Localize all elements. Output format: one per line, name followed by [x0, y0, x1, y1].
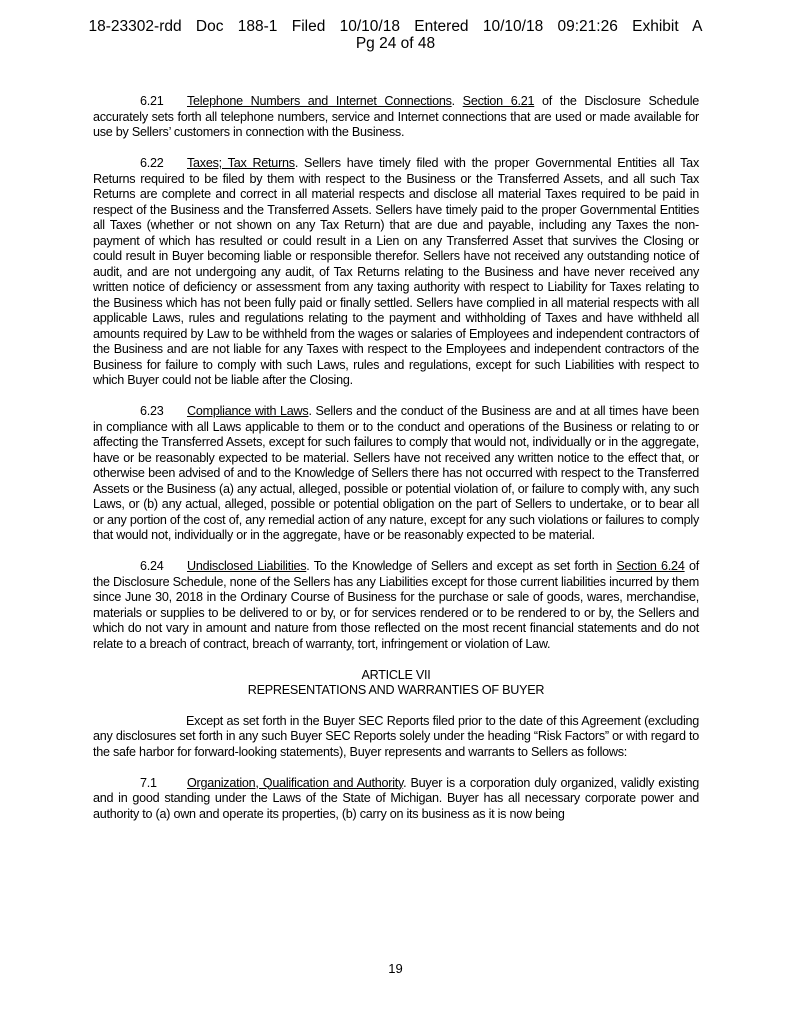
section-number: 7.1 [140, 775, 157, 790]
article-heading: ARTICLE VII [361, 667, 431, 682]
section-title: Telephone Numbers and Internet Connections [187, 94, 452, 108]
section-number: 6.22 [140, 156, 164, 170]
document-body [93, 94, 699, 838]
section-7-1: 7.1 Organization, Qualification and Authority. Buyer is a corporation duly organized, validly existing and in good standing under the Laws of the State of Michigan. Buyer has all necessary corporate power and authority to (a) own and operate its properties, (b) carry on its business as it is now being [93, 775, 699, 821]
section-number: 6.24 [140, 559, 164, 573]
section-6-21: 6.21 Telephone Numbers and Internet Connections. Section 6.21 of the Disclosure Schedule accurately sets forth all telephone numbers, service and Internet connections that are used or made available for use by Sellers’ customers in connection with the Business. [93, 94, 699, 139]
intro-text: Except as set forth in the Buyer SEC Reports filed prior to the date of this Agreement (excluding any disclosures set forth in any such Buyer SEC Reports solely under the heading “Risk Factors” or with regard to the safe harbor for forward-looking statements), Buyer represents and warrants to Sellers as follows: [93, 713, 699, 759]
filing-header-line1: 18-23302-rdd Doc 188-1 Filed 10/10/18 Entered 10/10/18 09:21:26 Exhibit A [88, 18, 703, 35]
section-6-24: 6.24 Undisclosed Liabilities. To the Knowledge of Sellers and except as set forth in Section 6.24 of the Disclosure Schedule, none of the Sellers has any Liabilities except for those current liabilities incurred by them since June 30, 2018 in the Ordinary Course of Business for the purchase or sale of goods, wares, merchandise, materials or supplies to be delivered to or by, or for services rendered or to be rendered to or by, the Sellers and which do not vary in amount and nature from those reflected on the most recent financial statements and do not relate to a breach of contract, breach of warranty, tort, infringement or violation of Law. [93, 559, 699, 651]
section-6-23: 6.23 Compliance with Laws. Sellers and the conduct of the Business are and at all times have been in compliance with all Laws applicable to them or to the conduct and operations of the Business or relating to or affecting the Transferred Assets, except for such failures to comply that would not, individually or in the aggregate, have or be reasonably expected to be material. Sellers have not received any written notice to the effect that, or otherwise been advised of and to the Knowledge of Sellers there has not occurred with respect to the Transferred Assets or the Business (a) any actual, alleged, possible or potential violation of, or failure to comply with, any such Laws, or (b) any actual, alleged, possible or potential obligation on the part of Sellers to undertake, or to bear all or any portion of the cost of, any remedial action of any nature, except for any such violations or failures to comply that would not, individually or in the aggregate, have or be reasonably expected to be material. [93, 404, 699, 542]
section-text-prefix: To the Knowledge of Sellers and except as set forth in [313, 559, 617, 573]
section-text: Sellers have timely filed with the proper Governmental Entities all Tax Returns required to be filed by them with respect to the Business or the Transferred Assets, and all such Tax Returns are complete and correct in all material respects and disclose all material Taxes required to be paid in respect of the Business and the Transferred Assets. Sellers have timely paid to the proper Governmental Entities all Taxes (whether or not shown on any Tax Return) that are due and payable, including any Taxes the non-payment of which has resulted or could result in a Lien on any Transferred Asset that survives the Closing or could result in Buyer becoming liable or responsible therefor. Sellers have not received any outstanding notice of audit, and are not undergoing any audit, of Tax Returns relating to the Business and have never received any written notice of deficiency or assessment from any taxing authority with respect to Liability for Taxes relating to the Business which has not been fully paid or finally settled. Sellers have complied in all material respects with all applicable Laws, rules and regulations relating to the payment and withholding of Taxes and have withheld all amounts required by Law to be withheld from the wages or salaries of Employees and independent contractors of the Business and are not liable for any Taxes with respect to the Employees and independent contractors of the Business for failure to comply with such Laws, rules and regulations, except for such Liabilities with respect to which Buyer could not be liable after the Closing. [93, 156, 699, 387]
article-intro [93, 714, 699, 761]
section-number: 6.21 [140, 94, 164, 108]
section-reference: Section 6.24 [616, 559, 685, 573]
filing-header-line2: Pg 24 of 48 [355, 35, 436, 52]
article-heading-block [93, 668, 699, 699]
article-subheading: REPRESENTATIONS AND WARRANTIES OF BUYER [247, 683, 545, 697]
section-title: Taxes; Tax Returns [187, 156, 295, 170]
section-text: of the Disclosure Schedule accurately sets forth all telephone numbers, service and Internet connections that are used or made available for use by Sellers’ customers in connection with the Business. [93, 94, 699, 139]
section-title: Compliance with Laws [187, 404, 309, 418]
section-reference: Section 6.21 [462, 94, 535, 108]
section-text: Sellers and the conduct of the Business are and at all times have been in compliance with all Laws applicable to them or to the conduct and operations of the Business or relating to or affecting the Transferred Assets, except for such failures to comply that would not, individually or in the aggregate, have or be reasonably expected to be material. Sellers have not received any written notice to the effect that, or otherwise been advised of and to the Knowledge of Sellers there has not occurred with respect to the Transferred Assets or the Business (a) any actual, alleged, possible or potential violation of, or failure to comply with, any such Laws, or (b) any actual, alleged, possible or potential obligation on the part of Sellers to undertake, or to bear all or any portion of the cost of, any remedial action of any nature, except for any such violations or failures to comply that would not, individually or in the aggregate, have or be reasonably expected to be material. [93, 404, 699, 542]
section-text: of the Disclosure Schedule, none of the Sellers has any Liabilities except for those current liabilities incurred by them since June 30, 2018 in the Ordinary Course of Business for the purchase or sale of goods, wares, merchandise, materials or supplies to be delivered to or by, or for services rendered or to be rendered to or by, the Sellers and which do not vary in amount and nature from those reflected on the most recent financial statements and do not relate to a breach of contract, breach of warranty, tort, infringement or violation of Law. [93, 559, 699, 651]
section-title: Organization, Qualification and Authority [187, 775, 404, 790]
page-number: 19 [388, 961, 403, 976]
section-6-22: 6.22 Taxes; Tax Returns. Sellers have timely filed with the proper Governmental Entities all Tax Returns required to be filed by them with respect to the Business or the Transferred Assets, and all such Tax Returns are complete and correct in all material respects and disclose all material Taxes required to be paid in respect of the Business and the Transferred Assets. Sellers have timely paid to the proper Governmental Entities all Taxes (whether or not shown on any Tax Return) that are due and payable, including any Taxes the non-payment of which has resulted or could result in a Lien on any Transferred Asset that survives the Closing or could result in Buyer becoming liable or responsible therefor. Sellers have not received any outstanding notice of audit, and are not undergoing any audit, of Tax Returns relating to the Business and have never received any written notice of deficiency or assessment from any taxing authority with respect to Liability for Taxes relating to the Business which has not been fully paid or finally settled. Sellers have complied in all material respects with all applicable Laws, rules and regulations relating to the payment and withholding of Taxes and have withheld all amounts required by Law to be withheld from the wages or salaries of Employees and independent contractors of the Business and are not liable for any Taxes with respect to the Employees and independent contractors of the Business for failure to comply with such Laws, rules and regulations, except for such Liabilities with respect to which Buyer could not be liable after the Closing. [93, 156, 699, 387]
section-title: Undisclosed Liabilities [187, 559, 307, 573]
section-text: Buyer is a corporation duly organized, validly existing and in good standing under the Laws of the State of Michigan. Buyer has all necessary corporate power and authority to (a) own and operate its properties, (b) carry on its business as it is now being [93, 775, 699, 821]
filing-header [0, 18, 791, 52]
section-number: 6.23 [140, 404, 164, 418]
